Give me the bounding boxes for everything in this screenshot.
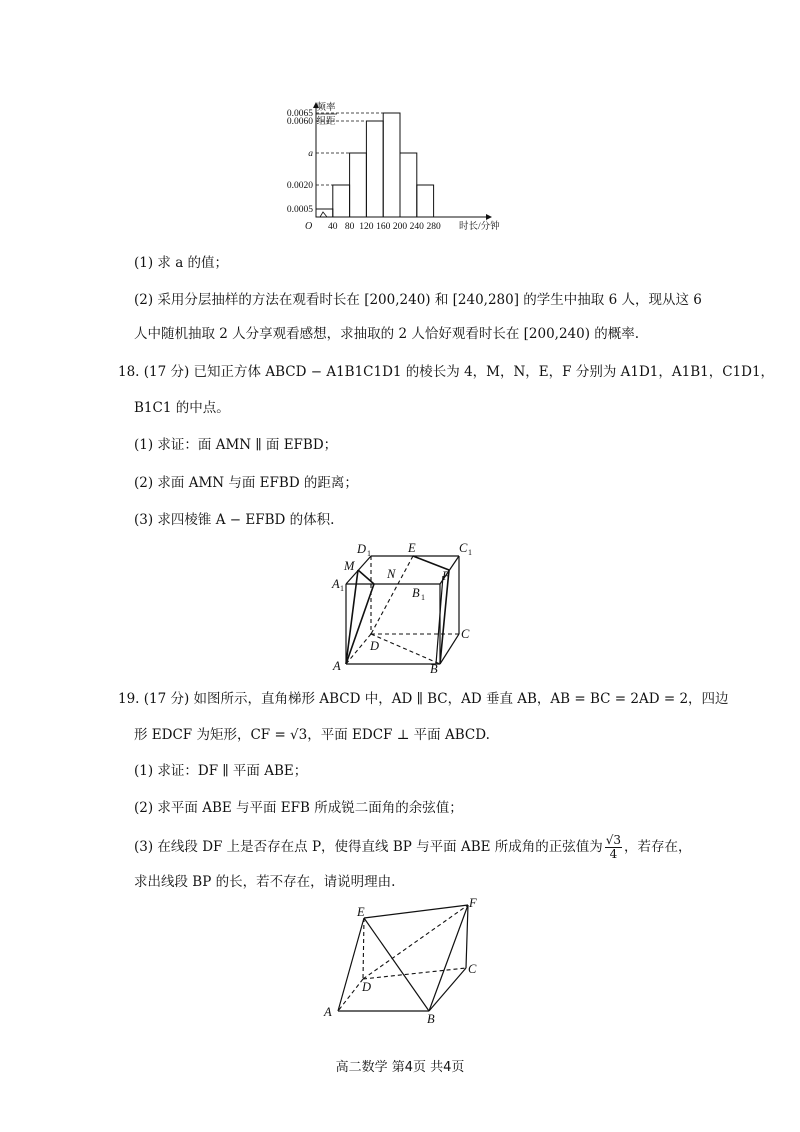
y-tick-label: 0.0060: [286, 117, 313, 127]
q18-stem-line1: 18. (17 分) 已知正方体 ABCD − A1B1C1D1 的棱长为 4，M，N，E，F 分别为 A1D1，A1B1，C1D1，: [118, 364, 775, 380]
q18-stem-line2: B1C1 的中点。: [134, 400, 230, 416]
label-B1: B: [412, 586, 420, 600]
page-footer: 高二数学 第4页 共4页: [335, 1060, 465, 1075]
label-B: B: [430, 662, 438, 676]
label-A: A: [333, 659, 341, 673]
label-N: N: [387, 567, 396, 581]
origin-label: O: [305, 221, 313, 232]
x-axis-label: 时长/分钟: [459, 222, 500, 232]
label-F: F: [469, 896, 477, 910]
label-E: E: [408, 541, 416, 555]
label-B: B: [427, 1012, 435, 1026]
x-tick-label: 80: [344, 222, 355, 232]
label-D1: D: [357, 542, 367, 556]
y-axis-label-top: 频率: [316, 103, 336, 113]
q18-part1: (1) 求证：面 AMN ∥ 面 EFBD；: [134, 437, 338, 453]
y-axis-label-bottom: 组距: [316, 117, 336, 127]
x-tick-label: 200: [392, 222, 408, 232]
y-tick-label: 0.0065: [286, 109, 313, 119]
sqrt3-over-4-fraction: $\frac{√3}{4}$: [605, 833, 622, 861]
q19-part3-line1: (3) 在线段 DF 上是否存在点 P，使得直线 BP 与平面 ABE 所成角的正弦值为 $\frac{√3}{4}$ ，若存在，: [134, 833, 692, 861]
svg-text:1: 1: [340, 584, 344, 593]
x-tick-label: 240: [409, 222, 424, 232]
y-tick-label: a: [308, 149, 313, 159]
q19-stem-line2: 形 EDCF 为矩形，CF = √3，平面 EDCF ⊥ 平面 ABCD.: [134, 727, 490, 743]
label-A1: A: [332, 577, 340, 591]
q19-part1: (1) 求证：DF ∥ 平面 ABE；: [134, 763, 308, 779]
svg-text:1: 1: [421, 593, 425, 602]
label-D: D: [370, 639, 380, 653]
x-tick-label: 120: [359, 222, 374, 232]
q17-part2-line2: 人中随机抽取 2 人分享观看感想，求抽取的 2 人恰好观看时长在 [200,240) 的概率.: [134, 326, 640, 342]
label-C: C: [461, 627, 470, 641]
q19-stem-line1: 19. (17 分) 如图所示，直角梯形 ABCD 中，AD ∥ BC，AD 垂直 AB，AB = BC = 2AD = 2，四边: [118, 691, 729, 707]
svg-text:1: 1: [367, 549, 371, 558]
q18-part2: (2) 求面 AMN 与面 EFBD 的距离；: [134, 475, 358, 491]
y-tick-label: 0.0005: [286, 205, 313, 215]
svg-text:1: 1: [468, 548, 472, 557]
label-C1: C: [459, 541, 468, 555]
label-D: D: [362, 980, 372, 994]
q18-part3: (3) 求四棱锥 A − EFBD 的体积.: [134, 512, 335, 528]
label-C: C: [468, 962, 477, 976]
q17-part1: (1) 求 a 的值；: [134, 255, 229, 271]
label-A: A: [324, 1005, 332, 1019]
x-tick-label: 40: [328, 222, 338, 232]
x-tick-label: 160: [376, 222, 391, 232]
label-M: M: [344, 559, 355, 573]
q19-part3-line2: 求出线段 BP 的长，若不存在，请说明理由.: [134, 874, 396, 890]
q19-part2: (2) 求平面 ABE 与平面 EFB 所成锐二面角的余弦值；: [134, 800, 463, 816]
x-tick-label: 280: [426, 222, 441, 232]
label-F: F: [442, 569, 450, 583]
label-E: E: [357, 905, 365, 919]
q17-part2-line1: (2) 采用分层抽样的方法在观看时长在 [200,240) 和 [240,280] 的学生中抽取 6 人，现从这 6: [134, 292, 702, 308]
y-tick-label: 0.0020: [286, 181, 313, 191]
